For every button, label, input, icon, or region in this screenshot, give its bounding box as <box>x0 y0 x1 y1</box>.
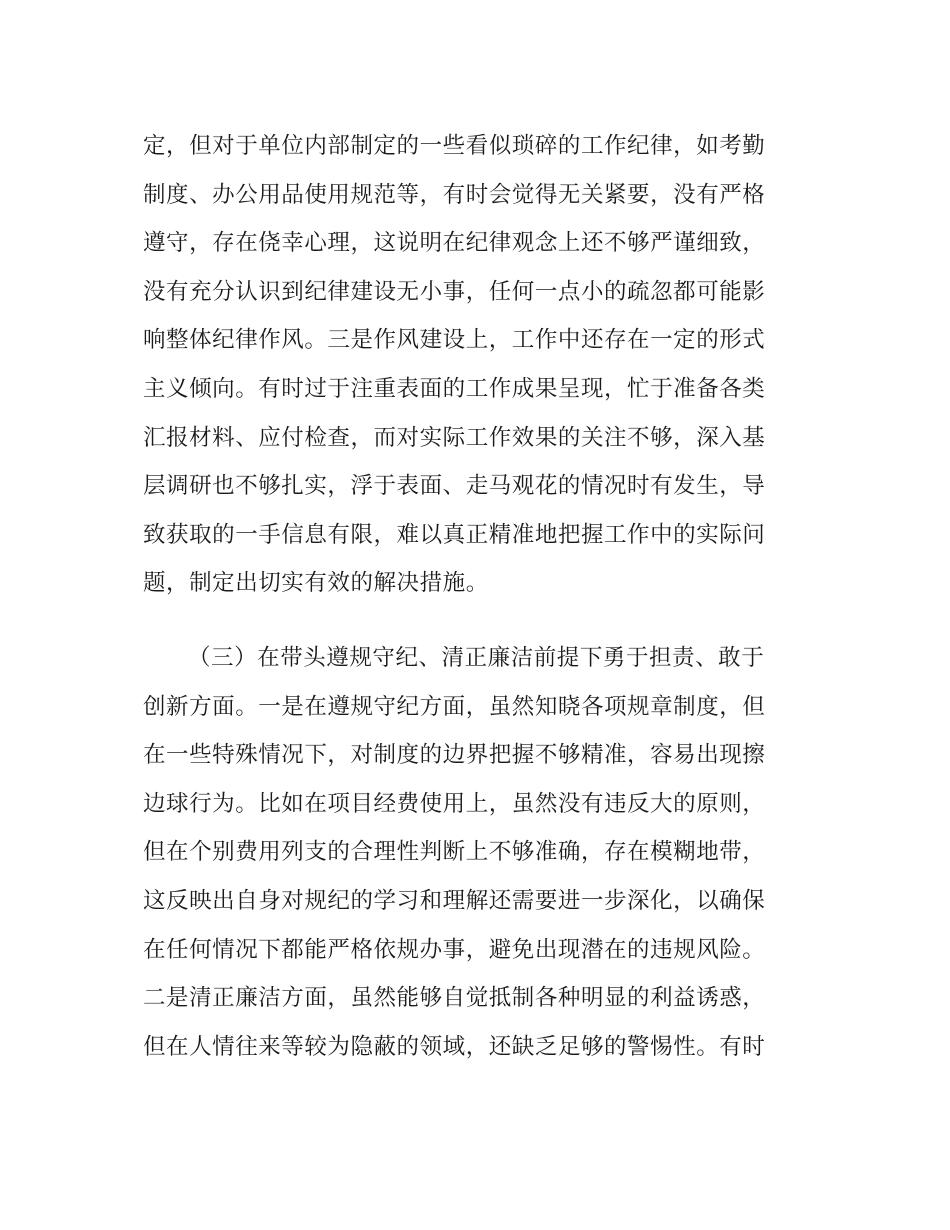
text-line: 致获取的一手信息有限，难以真正精准地把握工作中的实际问 <box>143 521 766 548</box>
text-line: 定，但对于单位内部制定的一些看似琐碎的工作纪律，如考勤 <box>143 133 766 159</box>
paragraph-continuation <box>143 122 815 608</box>
text-line: 二是清正廉洁方面，虽然能够自觉抵制各种明显的利益诱惑， <box>143 985 766 1012</box>
text-line: 遵守，存在侥幸心理，这说明在纪律观念上还不够严谨细致， <box>143 230 766 257</box>
text-line: 但在人情往来等较为隐蔽的领域，还缺乏足够的警惕性。有时 <box>143 1033 766 1060</box>
text-line: 在任何情况下都能严格依规办事，避免出现潜在的违规风险。 <box>143 936 766 963</box>
text-line: 制度、办公用品使用规范等，有时会觉得无关紧要，没有严格 <box>143 181 766 208</box>
text-line: 题，制定出切实有效的解决措施。 <box>143 570 489 597</box>
text-line: 边球行为。比如在项目经费使用上，虽然没有违反大的原则， <box>143 790 766 817</box>
section-three-paragraph <box>143 634 815 1071</box>
section-heading-line: （三）在带头遵规守纪、清正廉洁前提下勇于担责、敢于 <box>188 645 765 671</box>
text-line: 汇报材料、应付检查，而对实际工作效果的关注不够，深入基 <box>143 424 766 451</box>
text-line: 没有充分认识到纪律建设无小事，任何一点小的疏忽都可能影 <box>143 278 766 305</box>
text-line: 响整体纪律作风。三是作风建设上，工作中还存在一定的形式 <box>143 327 766 354</box>
text-line: 主义倾向。有时过于注重表面的工作成果呈现，忙于准备各类 <box>143 375 766 402</box>
text-line: 在一些特殊情况下，对制度的边界把握不够精准，容易出现擦 <box>143 742 766 769</box>
text-line: 创新方面。一是在遵规守纪方面，虽然知晓各项规章制度，但 <box>143 693 766 720</box>
text-line: 层调研也不够扎实，浮于表面、走马观花的情况时有发生，导 <box>143 473 766 500</box>
text-line: 但在个别费用列支的合理性判断上不够准确，存在模糊地带， <box>143 839 766 866</box>
text-line: 这反映出自身对规纪的学习和理解还需要进一步深化，以确保 <box>143 887 766 914</box>
